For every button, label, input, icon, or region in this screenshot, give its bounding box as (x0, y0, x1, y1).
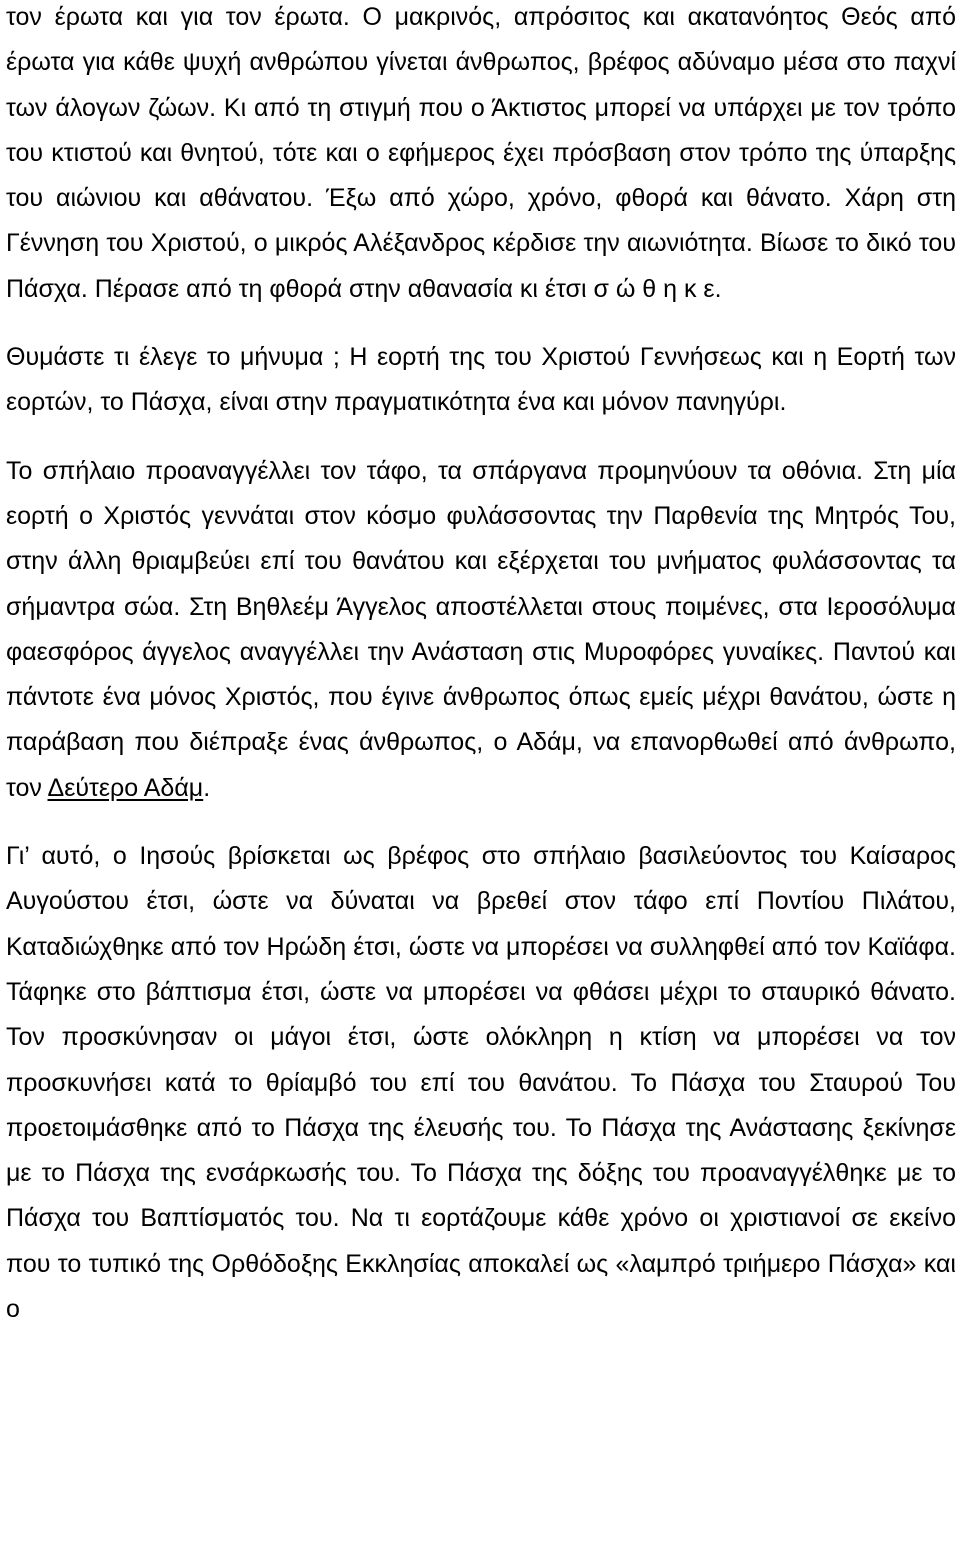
paragraph-2: Θυμάστε τι έλεγε το μήνυμα ; Η εορτή της του Χριστού Γεννήσεως και η Εορτή των εορτών, το Πάσχα, είναι στην πραγματικότητα ένα και μόνον πανηγύρι. (6, 343, 956, 417)
paragraph-gap (6, 312, 956, 335)
paragraph-4: Γι’ αυτό, ο Ιησούς βρίσκεται ως βρέφος στο σπήλαιο βασιλεύοντος του Καίσαρος Αυγούστου έτσι, ώστε να δύναται να βρεθεί στον τάφο επί Ποντίου Πιλάτου, Καταδιώχθηκε από τον Ηρώδη έτσι, ώστε να μπορέσει να συλληφθεί από τον Καϊάφα. Τάφηκε στο βάπτισμα έτσι, ώστε να μπορέσει να φθάσει μέχρι το σταυρικό θάνατο. Τον προσκύνησαν οι μάγοι έτσι, ώστε ολόκληρη η κτίση να μπορέσει να τον προσκυνήσει κατά το θρίαμβό του επί του θανάτου. Το Πάσχα του Σταυρού Του προετοιμάσθηκε από το Πάσχα της έλευσής του. Το Πάσχα της Ανάστασης ξεκίνησε με το Πάσχα της ενσάρκωσής του. Το Πάσχα της δόξης του προαναγγέλθηκε με το Πάσχα του Βαπτίσματός του. Να τι εορτάζουμε κάθε χρόνο οι χριστιανοί σε εκείνο που το τυπικό της Ορθόδοξης Εκκλησίας αποκαλεί ως «λαμπρό τριήμερο Πάσχα» και ο (6, 842, 956, 1324)
paragraph-gap (6, 426, 956, 449)
paragraph-gap (6, 811, 956, 834)
paragraph-3-text: Το σπήλαιο προαναγγέλλει τον τάφο, τα σπάργανα προμηνύουν τα οθόνια. Στη μία εορτή ο Χριστός γεννάται στον κόσμο φυλάσσοντας την Παρθενία της Μητρός Του, στην άλλη θριαμβεύει επί του θανάτου και εξέρχεται του μνήματος φυλάσσοντας τα σήμαντρα σώα. Στη Βηθλεέμ Άγγελος αποστέλλεται στους ποιμένες, στα Ιεροσόλυμα φαεσφόρος άγγελος αναγγέλλει την Ανάσταση στις Μυροφόρες γυναίκες. Παντού και πάντοτε ένα μόνος Χριστός, που έγινε άνθρωπος όπως εμείς μέχρι θανάτου, ώστε η παράβαση που διέπραξε ένας άνθρωπος, ο Αδάμ, να επανορθωθεί από άνθρωπο, τον (6, 456, 956, 802)
document-page (6, 0, 956, 1332)
paragraph-1: τον έρωτα και για τον έρωτα. Ο μακρινός, απρόσιτος και ακατανόητος Θεός από έρωτα για κάθε ψυχή ανθρώπου γίνεται άνθρωπος, βρέφος αδύναμο μέσα στο παχνί των άλογων ζώων. Κι από τη στιγμή που ο Άκτιστος μπορεί να υπάρχει με τον τρόπο του κτιστού και θνητού, τότε και ο εφήμερος έχει πρόσβαση στον τρόπο της ύπαρξης του αιώνιου και αθάνατου. Έξω από χώρο, χρόνο, φθορά και θάνατο. Χάρη στη Γέννηση του Χριστού, ο μικρός Αλέξανδρος κέρδισε την αιωνιότητα. Βίωσε το δικό του Πάσχα. Πέρασε από τη φθορά στην αθανασία κι έτσι σ ώ θ η κ ε. (6, 3, 956, 303)
paragraph-3 (6, 449, 956, 811)
underlined-term: Δεύτερο Αδάμ (47, 773, 204, 802)
paragraph-3-tail: . (203, 773, 211, 802)
